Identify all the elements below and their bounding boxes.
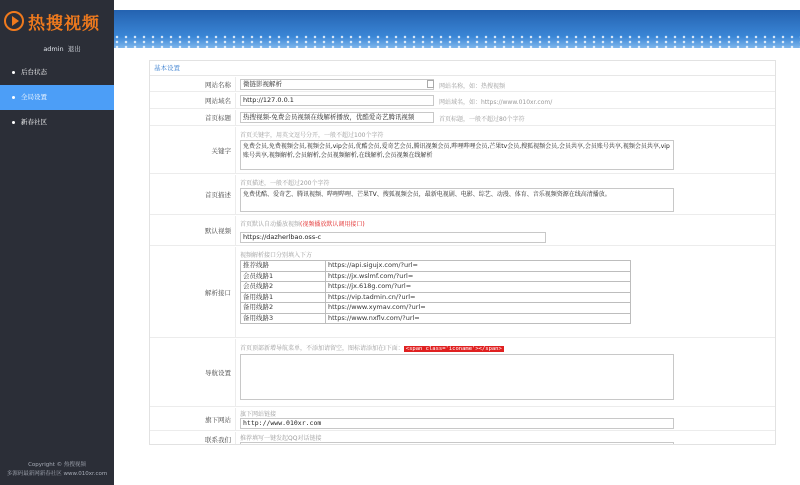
default-video-input[interactable]: https://dazherlbao.oss-c <box>240 232 546 243</box>
parse-line-name[interactable]: 备用线路1 <box>241 292 326 303</box>
field-hint: 推荐填写一键发起QQ对话链接 <box>240 435 322 442</box>
field-hint: 旗下网站链接 <box>240 411 277 418</box>
row-contact <box>150 432 776 445</box>
parse-line-url[interactable]: https://www.xymav.com/?url= <box>326 303 631 314</box>
field-label: 首页描述 <box>150 175 236 214</box>
site-name-input[interactable]: 微链影视解析 <box>240 79 434 90</box>
field-hint: 网站名称，如：热搜视频 <box>439 83 506 90</box>
contact-input[interactable] <box>240 442 674 445</box>
table-row <box>241 282 631 293</box>
table-row <box>241 313 631 324</box>
field-hint-red: (视频播放默认调用接口) <box>300 221 365 228</box>
username: admin <box>43 45 64 53</box>
parse-line-name[interactable]: 备用线路3 <box>241 313 326 324</box>
table-row <box>241 271 631 282</box>
parse-line-name[interactable]: 会员线路1 <box>241 271 326 282</box>
banner-decoration <box>114 34 800 48</box>
row-flag-site <box>150 408 776 431</box>
field-hint-code: <span class='iconame'></span> <box>405 346 502 352</box>
sidebar-item-global-settings[interactable] <box>0 85 114 110</box>
header-banner <box>114 10 800 48</box>
copyright-line: 多源码最新网新春社区 www.010xr.com <box>6 471 108 477</box>
field-hint <box>240 219 365 228</box>
parse-line-url[interactable]: https://jx.wslmf.com/?url= <box>326 271 631 282</box>
parse-line-url[interactable]: https://api.sigujx.com/?url= <box>326 261 631 272</box>
field-hint: 视频解析接口分别填入下方 <box>240 252 313 259</box>
row-keywords <box>150 127 776 174</box>
parse-line-url[interactable]: https://jx.618g.com/?url= <box>326 282 631 293</box>
nav-settings-textarea[interactable] <box>240 354 674 400</box>
field-hint <box>240 343 504 352</box>
bullet-icon <box>12 96 15 99</box>
row-site-name <box>150 77 776 92</box>
sidebar-item-community[interactable] <box>0 110 114 135</box>
field-hint: 网站域名，如：https://www.010xr.com/ <box>439 99 553 106</box>
row-home-title <box>150 110 776 126</box>
play-logo-icon <box>4 11 24 31</box>
field-hint-text: 首页顶部新增导航菜单，不添加请留空，图标请添加在I下面： <box>240 345 404 352</box>
copyright <box>0 461 114 479</box>
field-label: 联系我们 <box>150 432 236 445</box>
row-site-domain <box>150 93 776 109</box>
field-helper-icon[interactable] <box>427 80 434 88</box>
bullet-icon <box>12 121 15 124</box>
logo-text: 热搜视频 <box>28 13 100 34</box>
sidebar-item-label: 后台状态 <box>21 68 47 76</box>
field-label: 旗下网站 <box>150 408 236 430</box>
parse-line-url[interactable]: https://www.nxflv.com/?url= <box>326 313 631 324</box>
parse-line-name[interactable]: 备用线路2 <box>241 303 326 314</box>
settings-panel <box>149 60 776 445</box>
logo[interactable] <box>0 0 114 42</box>
field-hint: 首页关键字，用英文逗号分开，一般不超过100个字符 <box>240 132 384 139</box>
field-label: 默认视频 <box>150 216 236 245</box>
sidebar-item-status[interactable] <box>0 60 114 85</box>
field-hint: 首页标题，一般不超过80个字符 <box>439 116 525 123</box>
field-label: 网站名称 <box>150 77 236 91</box>
bullet-icon <box>12 71 15 74</box>
copyright-line: Copyright © 热搜视频 <box>28 462 86 468</box>
site-domain-input[interactable]: http://127.0.0.1 <box>240 95 434 106</box>
field-label: 关键字 <box>150 127 236 173</box>
logout-link[interactable]: 退出 <box>67 45 81 53</box>
user-info <box>0 42 114 56</box>
field-hint: 首页描述，一般不超过200个字符 <box>240 180 330 187</box>
parse-line-name[interactable]: 会员线路2 <box>241 282 326 293</box>
field-label: 网站域名 <box>150 93 236 108</box>
description-textarea[interactable]: 免费优酷、爱奇艺、腾讯视频、哔哩哔哩、芒果TV、搜狐视频会员，最新电视剧、电影、综艺、动漫、体育、音乐视频资源在线高清播放。 <box>240 188 674 212</box>
home-title-input[interactable]: 热搜视频-免费会员视频在线解析播放，优酷爱奇艺腾讯视频 <box>240 112 434 123</box>
row-default-video <box>150 216 776 246</box>
table-row <box>241 303 631 314</box>
row-nav-settings <box>150 339 776 407</box>
parse-api-table <box>240 260 631 324</box>
parse-line-name[interactable]: 推荐线路 <box>241 261 326 272</box>
row-description <box>150 175 776 215</box>
sidebar-item-label: 新春社区 <box>21 118 47 126</box>
sidebar-item-label: 全局设置 <box>21 93 47 101</box>
table-row <box>241 261 631 272</box>
parse-line-url[interactable]: https://vip.tadmin.cn/?url= <box>326 292 631 303</box>
keywords-textarea[interactable]: 免费会员,免费视频会员,视频会员,vip会员,优酷会员,爱奇艺会员,腾讯视频会员,哔哩哔哩会员,芒果tv会员,搜狐视频会员,会员共享,会员账号共享,视频会员共享,vip账号共享,视频解析,会员解析,会员视频解析,在线解析,会员视频在线解析 <box>240 140 674 170</box>
field-label: 解析接口 <box>150 247 236 337</box>
field-label: 导航设置 <box>150 339 236 406</box>
table-row <box>241 292 631 303</box>
flag-site-input[interactable]: http://www.010xr.com <box>240 418 674 429</box>
row-parse-api <box>150 247 776 338</box>
panel-title: 基本设置 <box>150 61 775 76</box>
field-label: 首页标题 <box>150 110 236 125</box>
sidebar <box>0 0 114 485</box>
field-hint-text: 首页默认自动播放视频 <box>240 221 301 228</box>
